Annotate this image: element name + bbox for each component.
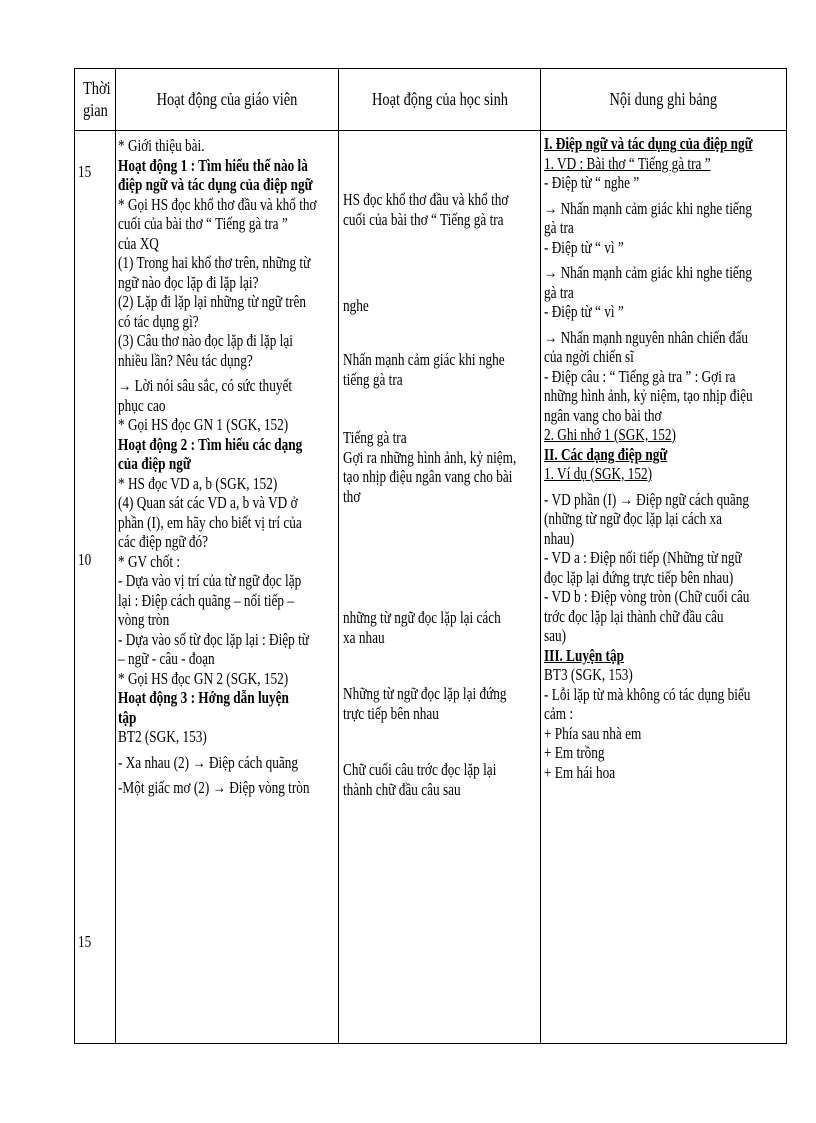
student-line: HS đọc khổ thơ đầu và khổ thơ bbox=[343, 190, 509, 209]
teacher-line: → Lời nói sâu sắc, có sức thuyết bbox=[118, 376, 293, 395]
student-line: xa nhau bbox=[343, 627, 385, 647]
header-divider bbox=[74, 130, 787, 131]
board-line: III. Luyện tập bbox=[544, 645, 624, 665]
student-line: tiếng gà tra bbox=[343, 369, 403, 389]
header-board-label: Nội dung ghi bảng bbox=[609, 89, 718, 109]
teacher-line: - Xa nhau (2) → Điệp cách quãng bbox=[118, 752, 299, 772]
board-line: 1. VD : Bài thơ “ Tiếng gà tra ” bbox=[544, 153, 711, 173]
board-line: cảm : bbox=[544, 704, 574, 723]
board-line: - Điệp từ “ vì ” bbox=[544, 302, 624, 321]
teacher-line: tập bbox=[118, 707, 137, 727]
board-line: I. Điệp ngữ và tác dụng của điệp ngữ bbox=[544, 134, 753, 153]
student-line: Gợi ra những hình ảnh, kỷ niệm, bbox=[343, 447, 517, 467]
teacher-line: lại : Điệp cách quãng – nối tiếp – bbox=[118, 590, 295, 610]
teacher-line: (3) Câu thơ nào đọc lặp đi lặp lại bbox=[118, 331, 293, 350]
student-line: những từ ngữ đọc lặp lại cách bbox=[343, 608, 501, 627]
board-line: - Điệp câu : “ Tiếng gà tra ” : Gợi ra bbox=[544, 366, 736, 386]
teacher-line: Hoạt động 2 : Tìm hiểu các dạng bbox=[118, 434, 303, 454]
header-teacher bbox=[116, 68, 338, 130]
header-teacher-label: Hoạt động của giáo viên bbox=[156, 89, 298, 109]
teacher-line: phục cao bbox=[118, 395, 166, 415]
student-line: Những từ ngữ đọc lặp lại đứng bbox=[343, 684, 507, 703]
header-time bbox=[75, 68, 115, 130]
board-line: những hình ảnh, kỷ niệm, tạo nhịp điệu bbox=[544, 386, 753, 405]
board-line: - VD b : Điệp vòng tròn (Chữ cuối câu bbox=[544, 587, 750, 606]
student-line: Nhấn mạnh cảm giác khi nghe bbox=[343, 350, 505, 369]
board-line: trớc đọc lặp lại thành chữ đầu câu bbox=[544, 606, 724, 626]
header-time-label: Thời gian bbox=[83, 78, 111, 120]
board-line: của ngời chiến sĩ bbox=[544, 347, 634, 366]
column-divider-3 bbox=[540, 68, 541, 1044]
column-divider-2 bbox=[338, 68, 339, 1044]
header-board bbox=[541, 68, 786, 130]
teacher-line: * Gọi HS đọc GN 1 (SGK, 152) bbox=[118, 415, 289, 434]
board-line: - Lỗi lặp từ mà không có tác dụng biểu bbox=[544, 684, 751, 704]
teacher-line: cuối của bài thơ “ Tiếng gà tra ” bbox=[118, 214, 288, 233]
board-line: gà tra bbox=[544, 282, 574, 302]
board-line: - VD a : Điệp nối tiếp (Những từ ngữ bbox=[544, 548, 742, 567]
board-line: ngân vang cho bài thơ bbox=[544, 405, 662, 425]
student-block bbox=[343, 428, 516, 506]
student-block bbox=[343, 350, 505, 389]
student-block bbox=[343, 296, 369, 316]
teacher-line: * Gọi HS đọc khổ thơ đầu và khổ thơ bbox=[118, 194, 317, 214]
board-line: → Nhấn mạnh nguyên nhân chiến đấu bbox=[544, 327, 749, 347]
board-line: BT3 (SGK, 153) bbox=[544, 665, 633, 684]
student-block bbox=[343, 190, 508, 229]
board-line: + Em trồng bbox=[544, 743, 605, 762]
teacher-line: -Một giấc mơ (2) → Điệp vòng tròn bbox=[118, 778, 310, 797]
student-line: thơ bbox=[343, 486, 361, 506]
board-line: (những từ ngữ đọc lặp lại cách xa bbox=[544, 509, 723, 528]
board-line: II. Các dạng điệp ngữ bbox=[544, 444, 668, 464]
header-student-label: Hoạt động của học sinh bbox=[371, 89, 508, 109]
student-line: Chữ cuối câu trớc đọc lặp lại bbox=[343, 760, 497, 779]
board-line: 1. Ví dụ (SGK, 152) bbox=[544, 464, 653, 483]
teacher-line: (2) Lặp đi lặp lại những từ ngữ trên bbox=[118, 292, 307, 311]
teacher-line: * Giới thiệu bài. bbox=[118, 136, 205, 155]
column-divider-1 bbox=[115, 68, 116, 1044]
board-line: - Điệp từ “ nghe ” bbox=[544, 173, 640, 192]
teacher-line: Hoạt động 3 : Hớng dẫn luyện bbox=[118, 688, 289, 707]
student-line: cuối của bài thơ “ Tiếng gà tra bbox=[343, 209, 504, 229]
teacher-activities bbox=[118, 136, 317, 798]
teacher-line: điệp ngữ và tác dụng của điệp ngữ bbox=[118, 175, 313, 194]
student-line: Tiếng gà tra bbox=[343, 428, 407, 447]
teacher-line: ngữ nào đọc lặp đi lặp lại? bbox=[118, 272, 259, 292]
teacher-line: * HS đọc VD a, b (SGK, 152) bbox=[118, 473, 278, 493]
table-border-right bbox=[786, 68, 787, 1044]
teacher-line: phần (I), em hãy cho biết vị trí của bbox=[118, 512, 302, 532]
teacher-line: (1) Trong hai khổ thơ trên, những từ bbox=[118, 253, 311, 272]
teacher-line: * Gọi HS đọc GN 2 (SGK, 152) bbox=[118, 668, 289, 688]
teacher-line: có tác dụng gì? bbox=[118, 311, 199, 331]
board-line: + Em hái hoa bbox=[544, 762, 616, 782]
board-line: gà tra bbox=[544, 218, 574, 237]
teacher-line: Hoạt động 1 : Tìm hiểu thế nào là bbox=[118, 155, 308, 175]
lesson-plan-table bbox=[74, 68, 787, 1044]
board-line: → Nhấn mạnh cảm giác khi nghe tiếng bbox=[544, 263, 753, 282]
header-student bbox=[339, 68, 540, 130]
board-line: sau) bbox=[544, 626, 567, 645]
teacher-line: của điệp ngữ bbox=[118, 454, 191, 473]
student-line: nghe bbox=[343, 296, 369, 315]
teacher-line: của XQ bbox=[118, 233, 159, 253]
teacher-line: – ngữ - câu - đoạn bbox=[118, 649, 215, 668]
teacher-line: * GV chốt : bbox=[118, 551, 181, 571]
teacher-line: - Dựa vào số từ đọc lặp lại : Điệp từ bbox=[118, 629, 309, 649]
board-line: - Điệp từ “ vì ” bbox=[544, 237, 624, 257]
teacher-line: vòng tròn bbox=[118, 610, 170, 629]
board-line: 2. Ghi nhớ 1 (SGK, 152) bbox=[544, 425, 676, 444]
board-line: - VD phần (I) → Điệp ngữ cách quãng bbox=[544, 489, 750, 509]
student-block bbox=[343, 760, 496, 799]
board-line: → Nhấn mạnh cảm giác khi nghe tiếng bbox=[544, 198, 753, 218]
student-line: thành chữ đầu câu sau bbox=[343, 779, 461, 799]
table-border-left bbox=[74, 68, 75, 1044]
teacher-line: BT2 (SGK, 153) bbox=[118, 727, 207, 746]
time-mark: 15 bbox=[78, 162, 92, 181]
student-block bbox=[343, 608, 501, 647]
time-mark: 15 bbox=[78, 932, 92, 951]
board-content bbox=[544, 134, 753, 782]
student-line: tạo nhịp điệu ngân vang cho bài bbox=[343, 467, 513, 486]
teacher-line: (4) Quan sát các VD a, b và VD ở bbox=[118, 493, 298, 512]
table-border-bottom bbox=[74, 1043, 787, 1044]
teacher-line: nhiều lần? Nêu tác dụng? bbox=[118, 350, 253, 370]
board-line: nhau) bbox=[544, 528, 575, 548]
time-mark: 10 bbox=[78, 550, 92, 569]
board-line: đọc lặp lại đứng trực tiếp bên nhau) bbox=[544, 567, 734, 587]
student-block bbox=[343, 684, 507, 723]
board-line: + Phía sau nhà em bbox=[544, 723, 642, 743]
teacher-line: các điệp ngữ đó? bbox=[118, 532, 209, 551]
student-line: trực tiếp bên nhau bbox=[343, 703, 439, 723]
teacher-line: - Dựa vào vị trí của từ ngữ đọc lặp bbox=[118, 571, 302, 590]
